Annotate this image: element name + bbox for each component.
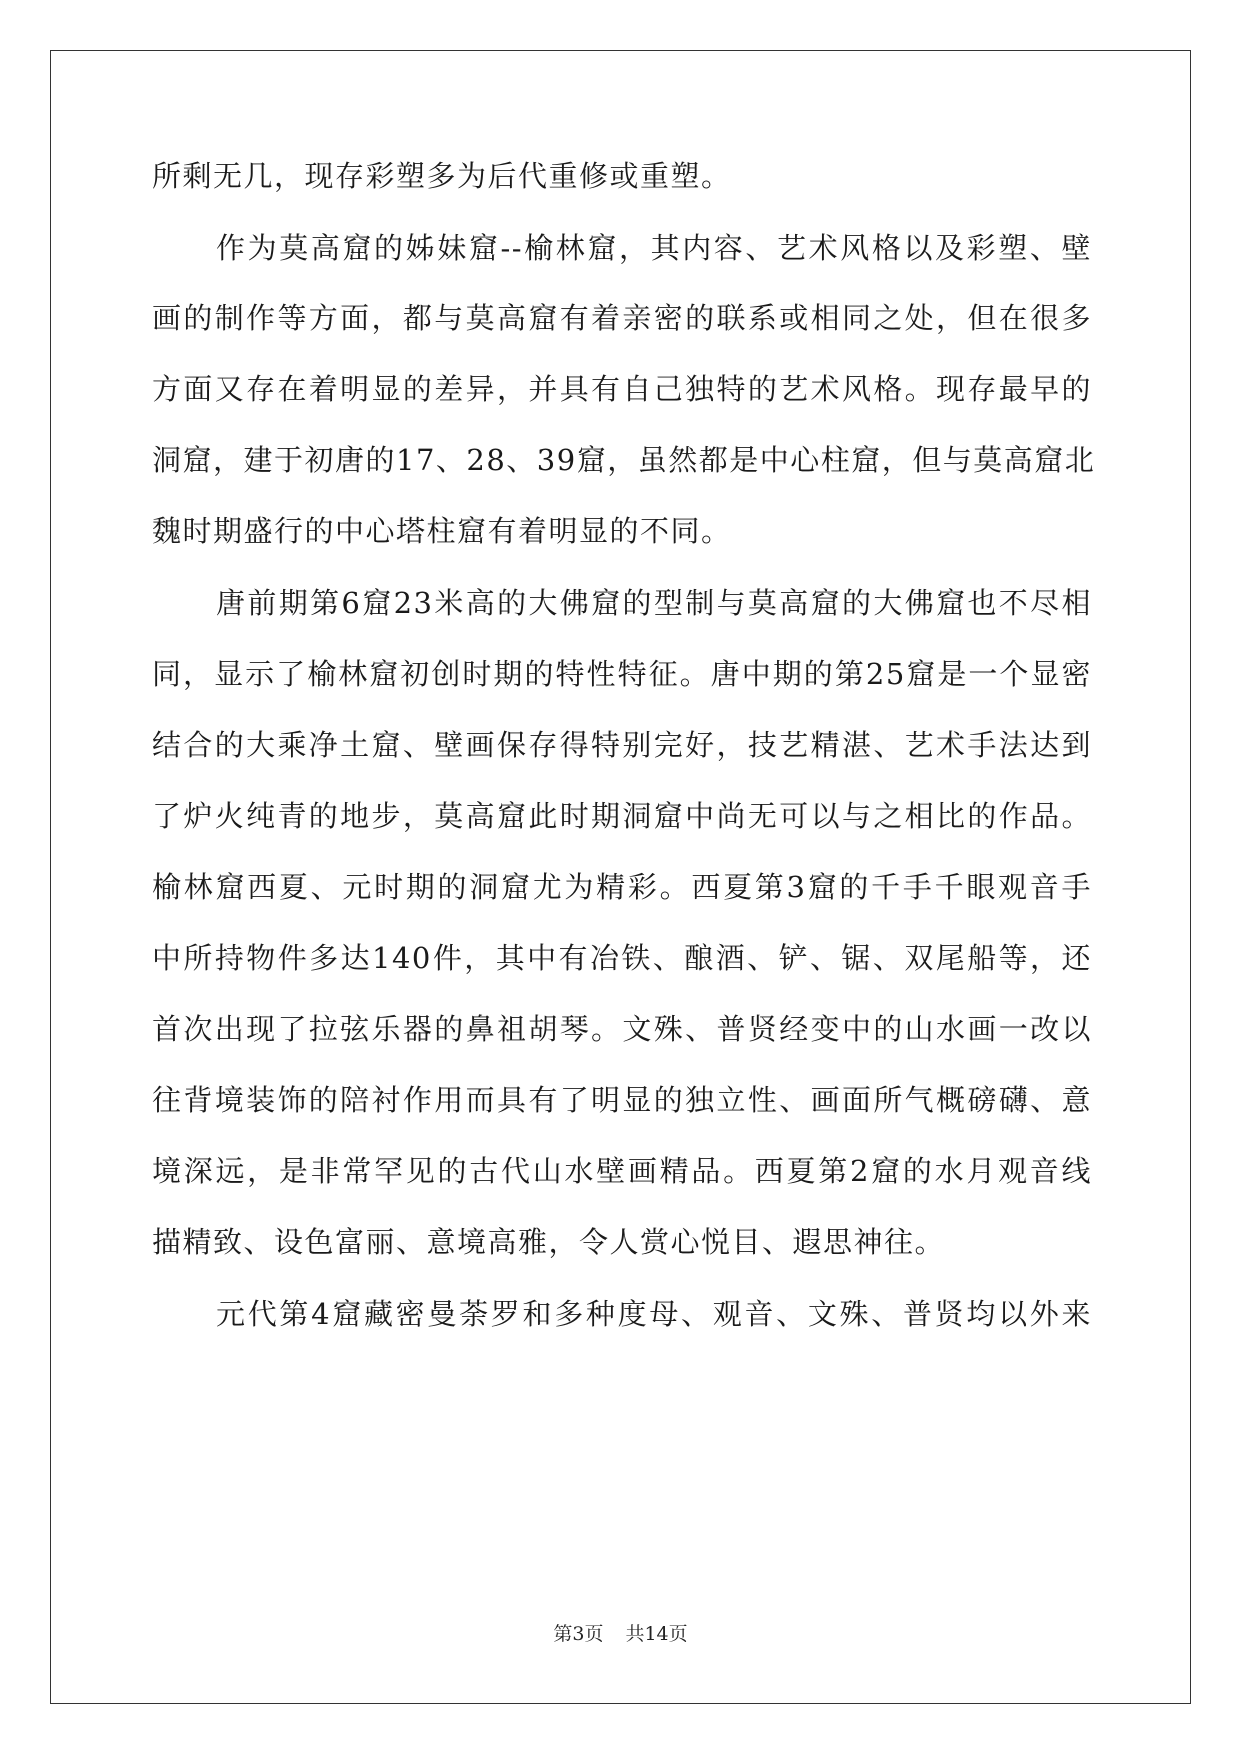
text-line-6: 魏时期盛行的中心塔柱窟有着明显的不同。 xyxy=(152,514,732,548)
text-line-5: 洞窟，建于初唐的17、28、39窟，虽然都是中心柱窟，但与莫高窟北 xyxy=(152,443,1096,477)
text-line-4: 方面又存在着明显的差异，并具有自己独特的艺术风格。现存最早的 xyxy=(152,372,1092,406)
text-line-17: 元代第4窟藏密曼荼罗和多种度母、观音、文殊、普贤均以外来 xyxy=(216,1297,1092,1331)
text-line-16: 描精致、设色富丽、意境高雅，令人赏心悦目、遐思神往。 xyxy=(152,1225,946,1259)
text-line-12: 中所持物件多达140件，其中有冶铁、酿酒、铲、锯、双尾船等，还 xyxy=(152,941,1092,975)
text-line-1: 所剩无几，现存彩塑多为后代重修或重塑。 xyxy=(152,159,732,193)
text-line-13: 首次出现了拉弦乐器的鼻祖胡琴。文殊、普贤经变中的山水画一改以 xyxy=(152,1012,1092,1046)
text-line-8: 同，显示了榆林窟初创时期的特性特征。唐中期的第25窟是一个显密 xyxy=(152,657,1092,691)
text-line-7: 唐前期第6窟23米高的大佛窟的型制与莫高窟的大佛窟也不尽相 xyxy=(216,586,1092,620)
text-line-3: 画的制作等方面，都与莫高窟有着亲密的联系或相同之处，但在很多 xyxy=(152,301,1092,335)
text-line-15: 境深远，是非常罕见的古代山水壁画精品。西夏第2窟的水月观音线 xyxy=(152,1154,1092,1188)
page-number: 第3页 xyxy=(553,1623,604,1645)
text-line-2: 作为莫高窟的姊妹窟--榆林窟，其内容、艺术风格以及彩塑、壁 xyxy=(216,231,1092,265)
text-line-10: 了炉火纯青的地步，莫高窟此时期洞窟中尚无可以与之相比的作品。 xyxy=(152,799,1092,833)
text-line-14: 往背境装饰的陪衬作用而具有了明显的独立性、画面所气概磅礴、意 xyxy=(152,1083,1092,1117)
page-total: 共14页 xyxy=(625,1623,688,1645)
page-footer xyxy=(0,1622,1241,1646)
text-line-11: 榆林窟西夏、元时期的洞窟尤为精彩。西夏第3窟的千手千眼观音手 xyxy=(152,870,1092,904)
text-line-9: 结合的大乘净土窟、壁画保存得特别完好，技艺精湛、艺术手法达到 xyxy=(152,728,1092,762)
